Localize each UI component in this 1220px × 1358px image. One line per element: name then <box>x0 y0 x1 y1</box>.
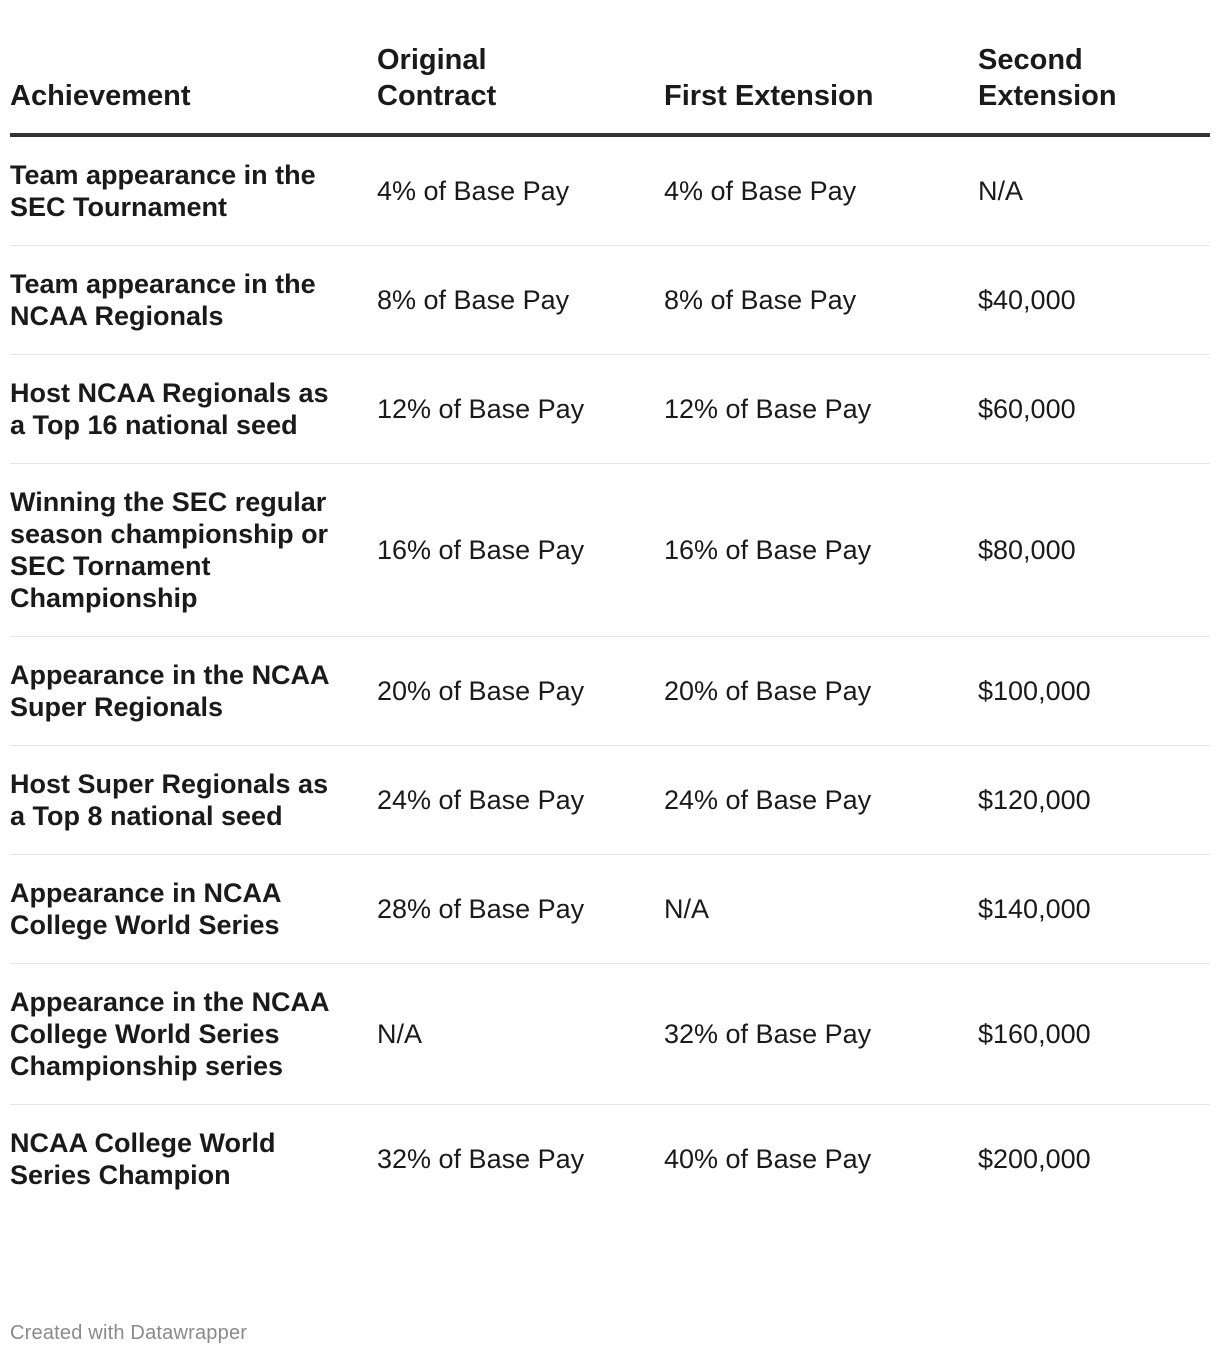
first-extension-cell <box>664 964 978 1105</box>
cell-value: 16% of Base Pay <box>664 535 872 565</box>
cell-value: $160,000 <box>978 1019 1091 1049</box>
column-header-first-extension <box>664 0 978 135</box>
achievement-cell <box>10 746 377 855</box>
table-header <box>10 0 1210 135</box>
achievement-cell <box>10 1105 377 1214</box>
header-row <box>10 0 1210 135</box>
column-header-second-extension <box>978 0 1210 135</box>
achievement-cell <box>10 464 377 637</box>
cell-value: 24% of Base Pay <box>664 785 872 815</box>
first-extension-cell <box>664 637 978 746</box>
table-body <box>10 135 1210 1213</box>
cell-value: 32% of Base Pay <box>377 1144 585 1174</box>
cell-value: Appearance in the NCAA College World Series Championship series <box>10 987 329 1081</box>
cell-value: $120,000 <box>978 785 1091 815</box>
table-row <box>10 964 1210 1105</box>
cell-value: 8% of Base Pay <box>377 285 570 315</box>
original-contract-cell <box>377 1105 664 1214</box>
column-header-label: Second Extension <box>978 44 1117 112</box>
first-extension-cell <box>664 464 978 637</box>
cell-value: 8% of Base Pay <box>664 285 857 315</box>
cell-value: Team appearance in the NCAA Regionals <box>10 269 316 331</box>
datawrapper-credit: Created with Datawrapper <box>10 1322 248 1344</box>
cell-value: 12% of Base Pay <box>377 394 585 424</box>
original-contract-cell <box>377 135 664 246</box>
table-row <box>10 1105 1210 1214</box>
achievement-bonus-table <box>10 0 1210 1213</box>
second-extension-cell <box>978 355 1210 464</box>
table-row <box>10 855 1210 964</box>
cell-value: $100,000 <box>978 676 1091 706</box>
second-extension-cell <box>978 964 1210 1105</box>
table-row <box>10 746 1210 855</box>
column-header-achievement <box>10 0 377 135</box>
first-extension-cell <box>664 746 978 855</box>
cell-value: Team appearance in the SEC Tournament <box>10 160 316 222</box>
cell-value: 12% of Base Pay <box>664 394 872 424</box>
achievement-cell <box>10 855 377 964</box>
second-extension-cell <box>978 135 1210 246</box>
cell-value: NCAA College World Series Champion <box>10 1128 276 1190</box>
column-header-original-contract <box>377 0 664 135</box>
original-contract-cell <box>377 246 664 355</box>
original-contract-cell <box>377 964 664 1105</box>
second-extension-cell <box>978 246 1210 355</box>
column-header-label: Original Contract <box>377 44 497 112</box>
cell-value: Winning the SEC regular season championship or SEC Tornament Championship <box>10 487 329 613</box>
first-extension-cell <box>664 135 978 246</box>
second-extension-cell <box>978 464 1210 637</box>
table-row <box>10 135 1210 246</box>
achievement-cell <box>10 135 377 246</box>
cell-value: 4% of Base Pay <box>377 176 570 206</box>
achievement-cell <box>10 355 377 464</box>
cell-value: 4% of Base Pay <box>664 176 857 206</box>
cell-value: N/A <box>377 1019 423 1049</box>
original-contract-cell <box>377 464 664 637</box>
cell-value: $140,000 <box>978 894 1091 924</box>
second-extension-cell <box>978 855 1210 964</box>
second-extension-cell <box>978 1105 1210 1214</box>
table-row <box>10 246 1210 355</box>
second-extension-cell <box>978 637 1210 746</box>
first-extension-cell <box>664 246 978 355</box>
cell-value: N/A <box>664 894 710 924</box>
cell-value: $200,000 <box>978 1144 1091 1174</box>
cell-value: 24% of Base Pay <box>377 785 585 815</box>
cell-value: Host Super Regionals as a Top 8 national seed <box>10 769 329 831</box>
cell-value: Appearance in the NCAA Super Regionals <box>10 660 329 722</box>
first-extension-cell <box>664 355 978 464</box>
original-contract-cell <box>377 746 664 855</box>
original-contract-cell <box>377 637 664 746</box>
first-extension-cell <box>664 855 978 964</box>
table-row <box>10 464 1210 637</box>
cell-value: 20% of Base Pay <box>377 676 585 706</box>
first-extension-cell <box>664 1105 978 1214</box>
table-row <box>10 355 1210 464</box>
achievement-cell <box>10 637 377 746</box>
column-header-label: First Extension <box>664 80 874 112</box>
cell-value: 20% of Base Pay <box>664 676 872 706</box>
cell-value: 40% of Base Pay <box>664 1144 872 1174</box>
second-extension-cell <box>978 746 1210 855</box>
achievement-cell <box>10 246 377 355</box>
cell-value: $60,000 <box>978 394 1076 424</box>
cell-value: Appearance in NCAA College World Series <box>10 878 281 940</box>
cell-value: Host NCAA Regionals as a Top 16 national seed <box>10 378 329 440</box>
cell-value: $40,000 <box>978 285 1076 315</box>
column-header-label: Achievement <box>10 80 191 112</box>
table-container <box>10 0 1210 1213</box>
cell-value: $80,000 <box>978 535 1076 565</box>
cell-value: N/A <box>978 176 1024 206</box>
cell-value: 28% of Base Pay <box>377 894 585 924</box>
cell-value: 32% of Base Pay <box>664 1019 872 1049</box>
original-contract-cell <box>377 855 664 964</box>
achievement-cell <box>10 964 377 1105</box>
original-contract-cell <box>377 355 664 464</box>
table-row <box>10 637 1210 746</box>
cell-value: 16% of Base Pay <box>377 535 585 565</box>
